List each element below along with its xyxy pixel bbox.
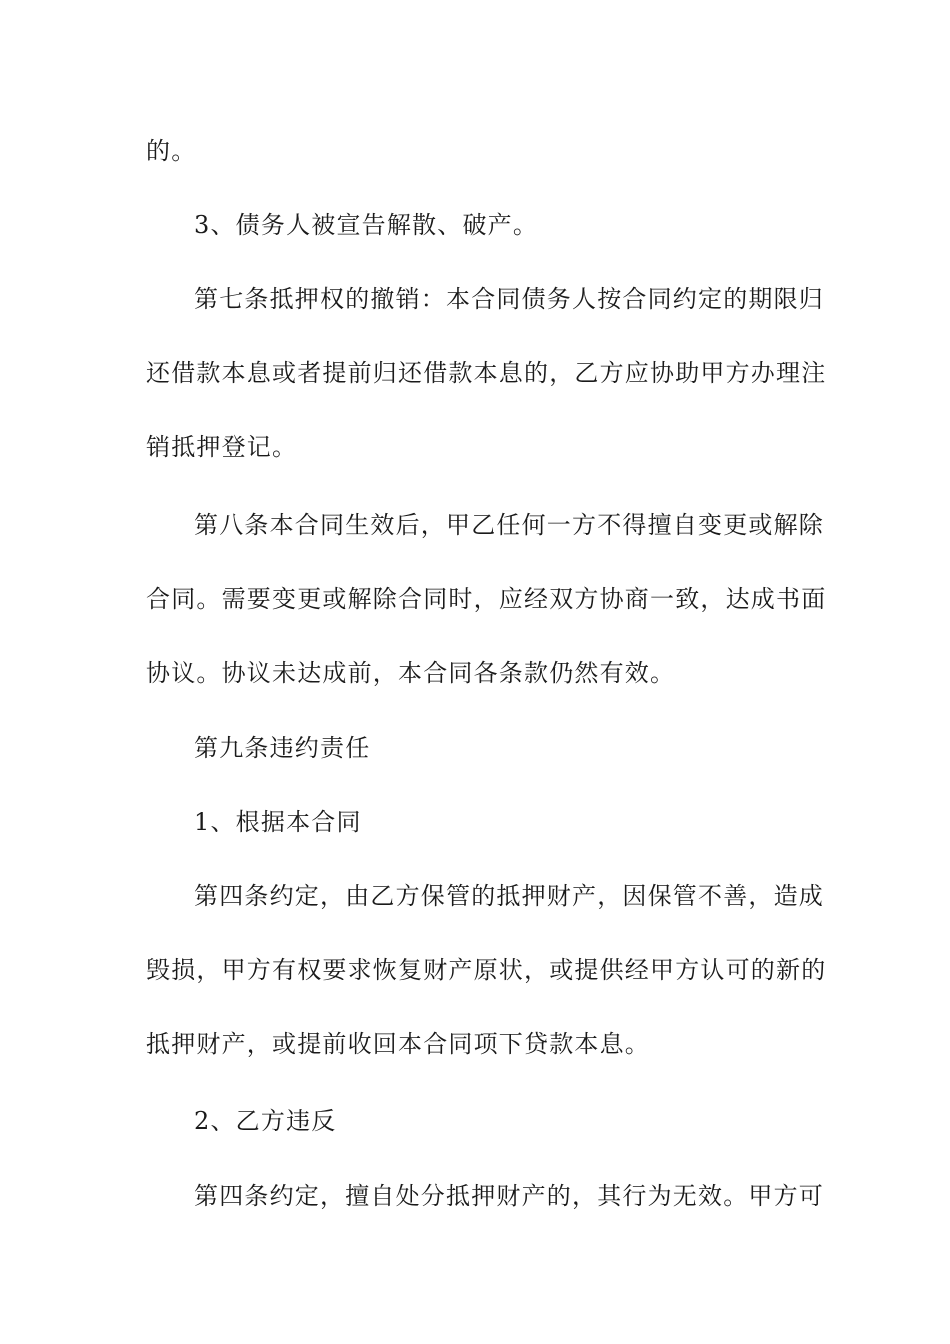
text-line: 3、债务人被宣告解散、破产。 bbox=[194, 211, 539, 239]
text-line: 的。 bbox=[146, 137, 197, 165]
paragraph-article-8 bbox=[146, 488, 827, 710]
text-line: 第七条抵押权的撤销：本合同债务人按合同约定的期限归 bbox=[194, 285, 824, 313]
paragraph-article-4-disposal bbox=[146, 1159, 824, 1233]
text-line: 毁损，甲方有权要求恢复财产原状，或提供经甲方认可的新的 bbox=[146, 956, 827, 984]
paragraph-item-2 bbox=[146, 1084, 806, 1158]
text-line: 1、根据本合同 bbox=[194, 808, 362, 836]
text-line: 还借款本息或者提前归还借款本息的，乙方应协助甲方办理注 bbox=[146, 359, 827, 387]
paragraph-article-7 bbox=[146, 262, 827, 484]
paragraph-item-3 bbox=[146, 188, 806, 262]
text-line: 协议。协议未达成前，本合同各条款仍然有效。 bbox=[146, 659, 676, 687]
text-line: 合同。需要变更或解除合同时，应经双方协商一致，达成书面 bbox=[146, 585, 827, 613]
text-line: 第八条本合同生效后，甲乙任何一方不得擅自变更或解除 bbox=[194, 511, 824, 539]
paragraph-item-1 bbox=[146, 785, 806, 859]
paragraph-continuation bbox=[146, 114, 806, 188]
text-line: 第四条约定，擅自处分抵押财产的，其行为无效。甲方可 bbox=[194, 1182, 824, 1210]
text-line: 销抵押登记。 bbox=[146, 433, 298, 461]
text-line: 第四条约定，由乙方保管的抵押财产，因保管不善，造成 bbox=[194, 882, 824, 910]
paragraph-article-4-custody bbox=[146, 859, 827, 1081]
text-line: 抵押财产，或提前收回本合同项下贷款本息。 bbox=[146, 1030, 650, 1058]
text-line: 第九条违约责任 bbox=[194, 734, 371, 762]
paragraph-article-9-heading bbox=[146, 711, 806, 785]
text-line: 2、乙方违反 bbox=[194, 1107, 337, 1135]
